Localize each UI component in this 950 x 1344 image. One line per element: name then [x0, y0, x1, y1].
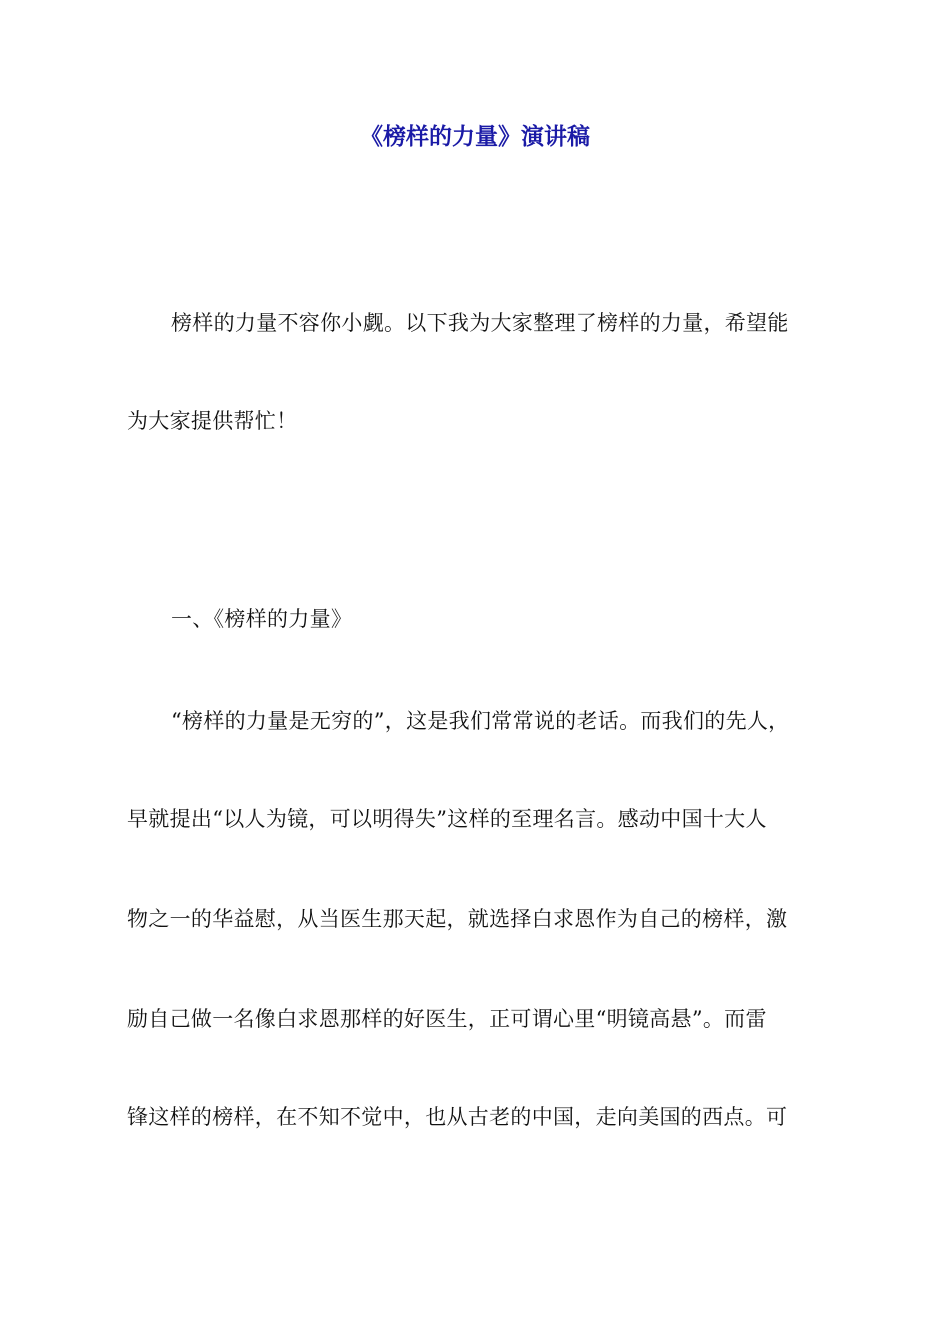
body-paragraph-line-3: 物之一的华益慰，从当医生那天起，就选择白求恩作为自己的榜样，激: [127, 907, 788, 931]
body-paragraph-line-4: 励自己做一名像白求恩那样的好医生，正可谓心里“明镜高悬”。而雷: [127, 1007, 767, 1031]
body-paragraph-line-5: 锋这样的榜样，在不知不觉中，也从古老的中国，走向美国的西点。可: [127, 1105, 788, 1129]
intro-paragraph-line-2: 为大家提供帮忙！: [127, 409, 298, 433]
document-title: 《榜样的力量》演讲稿: [360, 124, 590, 150]
body-paragraph-line-1: “榜样的力量是无穷的”，这是我们常常说的老话。而我们的先人，: [171, 709, 790, 733]
intro-paragraph-line-1: 榜样的力量不容你小觑。以下我为大家整理了榜样的力量，希望能: [171, 311, 789, 335]
body-paragraph-line-2: 早就提出“以人为镜，可以明得失”这样的至理名言。感动中国十大人: [127, 807, 767, 831]
section-heading: 一、《榜样的力量》: [171, 607, 353, 631]
